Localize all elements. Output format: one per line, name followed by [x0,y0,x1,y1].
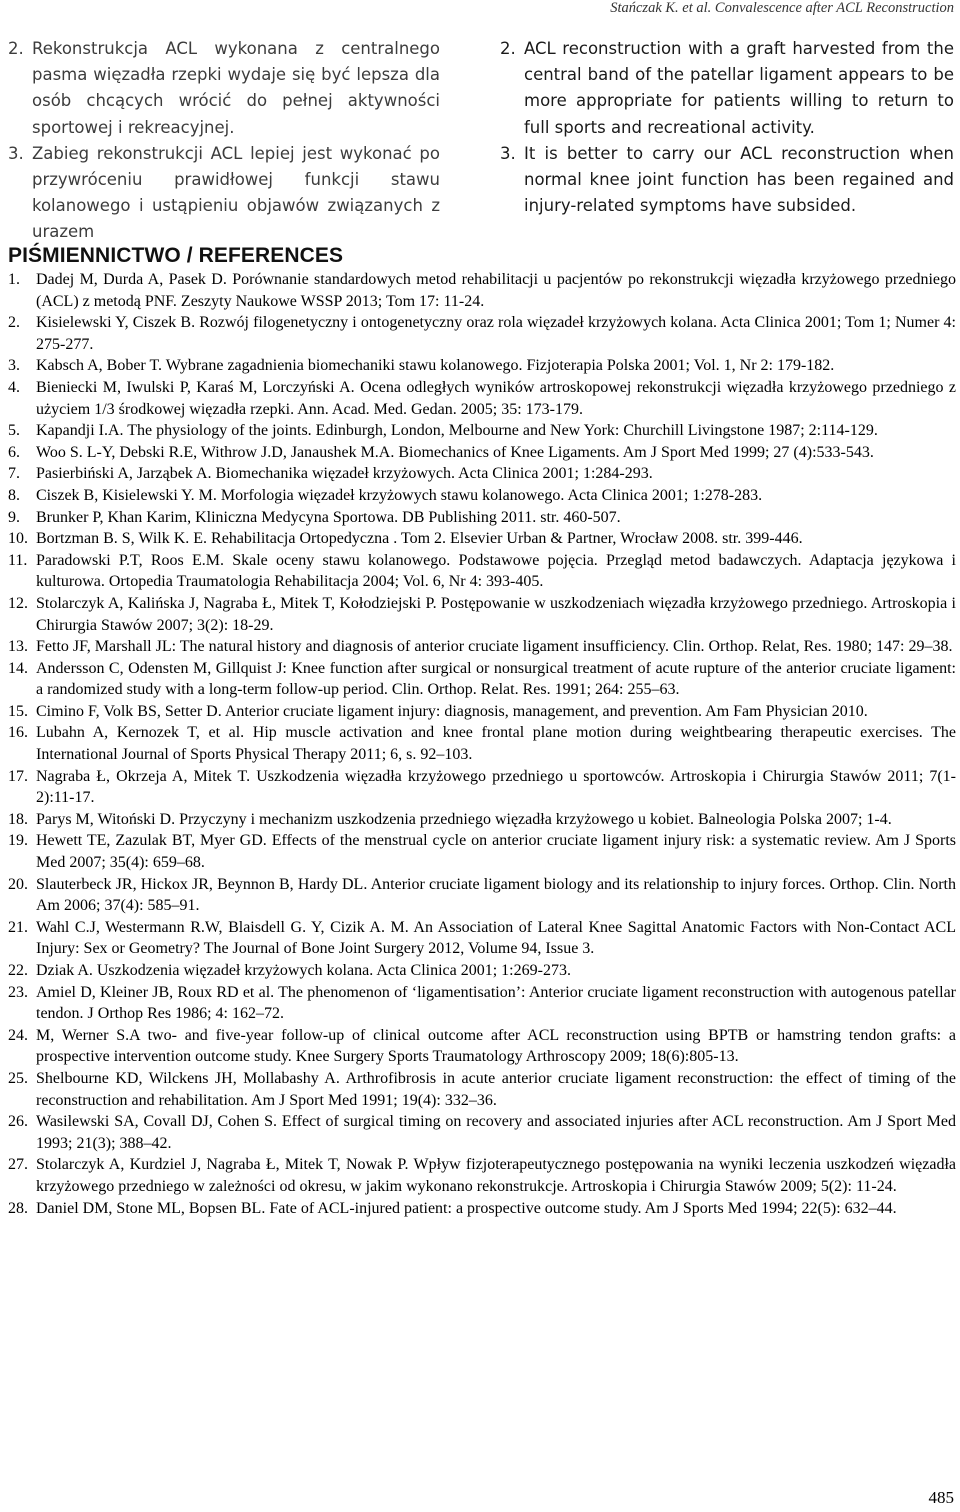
reference-text: Wahl C.J, Westermann R.W, Blaisdell G. Y, Cizik A. M. An Association of Lateral Knee Sagittal Anatomic Factors with Non-Contact ACL Injury: Sex or Geometry? The Journal of Bone Joint Surgery 2012, Volume 94, Issue 3. [36,918,956,958]
reference-item [8,701,956,723]
reference-number: 26. [8,1113,28,1131]
reference-number: 28. [8,1199,28,1217]
reference-number: 8. [8,486,20,504]
reference-item [8,377,956,420]
reference-text: Lubahn A, Kernozek T, et al. Hip muscle activation and knee frontal plane motion during weightbearing therapeutic exercises. The International Journal of Sports Physical Therapy 2011; 6, s. 92–103. [36,724,956,764]
reference-number: 9. [8,508,20,526]
reference-text: Dziak A. Uszkodzenia więzadeł krzyżowych kolana. Acta Clinica 2001; 1:269-273. [36,962,571,979]
reference-item [8,463,956,485]
reference-text: Stolarczyk A, Kalińska J, Nagraba Ł, Mitek T, Kołodziejski P. Postępowanie w uszkodzeniach więzadła krzyżowego przedniego. Artroskopia i Chirurgia Stawów 2007; 3(2): 18-29. [36,594,956,634]
reference-text: Pasierbiński A, Jarząbek A. Biomechanika więzadeł krzyżowych. Acta Clinica 2001; 1:284-293. [36,465,653,483]
reference-item [8,1111,956,1154]
conclusions-english [500,36,954,219]
conclusion-text: Zabieg rekonstrukcji ACL lepiej jest wykonać po przywróceniu prawidłowej funkcji stawu kolanowego i ustąpieniu objawów związanych z urazem [32,143,440,242]
reference-number: 19. [8,832,28,850]
conclusion-item [500,141,954,220]
reference-text: Shelbourne KD, Wilckens JH, Mollabashy A. Arthrofibrosis in acute anterior cruciate ligament reconstruction: the effect of timing of the reconstruction and rehabilitation. Am J Sport Med 1991; 19(4): 332–36. [36,1069,956,1109]
reference-text: Stolarczyk A, Kurdziel J, Nagraba Ł, Mitek T, Nowak P. Wpływ fizjoterapeutycznego postępowania na wyniki leczenia uszkodzeń więzadła krzyżowego przedniego w zależności od okresu, w jakim wykonano rekonstrukcje. Artroskopia i Chirurgia Stawów 2009; 5(2): 11-24. [36,1156,956,1195]
reference-number: 27. [8,1156,28,1174]
reference-number: 24. [8,1026,28,1044]
reference-item [8,507,956,529]
reference-number: 13. [8,638,28,656]
conclusion-text: Rekonstrukcja ACL wykonana z centralnego pasma więzadła rzepki wydaje się być lepsza dla osób chcących wrócić do pełnej aktywności sportowej i rekreacyjnej. [32,39,440,137]
references-list [8,269,956,1219]
reference-text: Bieniecki M, Iwulski P, Karaś M, Lorczyński A. Ocena odległych wyników artroskopowej rekonstrukcji więzadła krzyżowego przedniego z użyciem 1/3 środkowej więzadła rzepki. Ann. Acad. Med. Gedan. 2005; 35: 173-179. [36,378,956,418]
reference-item [8,658,956,701]
reference-text: Ciszek B, Kisielewski Y. M. Morfologia więzadeł krzyżowych stawu kolanowego. Acta Clinica 2001; 1:278-283. [36,486,763,504]
reference-text: Parys M, Witoński D. Przyczyny i mechanizm uszkodzenia przedniego więzadła krzyżowego u kobiet. Balneologia Polska 2007; 1-4. [36,810,892,828]
reference-text: M, Werner S.A two- and five-year follow-up of clinical outcome after ACL reconstruction using BPTB or hamstring tendon grafts: a prospective intervention outcome study. Knee Surgery Sports Traumatology Arthroscopy 2009; 18(6):805-13. [36,1026,956,1066]
reference-item [8,442,956,464]
reference-text: Bortzman B. S, Wilk K. E. Rehabilitacja Ortopedyczna . Tom 2. Elsevier Urban & Partner, Wrocław 2008. str. 399-446. [36,530,803,548]
reference-text: Brunker P, Khan Karim, Kliniczna Medycyna Sportowa. DB Publishing 2011. str. 460-507. [36,508,621,526]
reference-text: Slauterbeck JR, Hickox JR, Beynnon B, Hardy DL. Anterior cruciate ligament biology and its relationship to injury forces. Orthop. Clin. North Am 2006; 37(4): 585–91. [36,875,956,915]
conclusion-number: 2. [8,39,24,58]
reference-item [8,917,956,960]
reference-text: Woo S. L-Y, Debski R.E, Withrow J.D, Janaushek M.A. Biomechanics of Knee Ligaments. Am J Sport Med 1999; 27 (4):533-543. [36,443,874,461]
reference-number: 21. [8,918,28,936]
reference-number: 10. [8,530,28,548]
reference-number: 23. [8,983,28,1001]
conclusion-number: 3. [500,143,516,163]
reference-text: Kisielewski Y, Ciszek B. Rozwój filogenetyczny i ontogenetyczny oraz rola więzadeł krzyżowych kolana. Acta Clinica 2001; Tom 1; Numer 4: 275-277. [36,314,956,353]
conclusion-item [8,36,440,141]
reference-text: Amiel D, Kleiner JB, Roux RD et al. The phenomenon of ‘ligamentisation’: Anterior cruciate ligament reconstruction with autogenous patellar tendon. J Orthop Res 1986; 4: 162–72. [36,983,956,1023]
reference-text: Wasilewski SA, Covall DJ, Cohen S. Effect of surgical timing on recovery and associated injuries after ACL reconstruction. Am J Sport Med 1993; 21(3); 388–42. [36,1113,956,1152]
reference-number: 11. [8,551,28,569]
reference-item [8,874,956,917]
reference-number: 5. [8,422,20,440]
reference-text: Paradowski P.T, Roos E.M. Skale oceny stawu kolanowego. Podstawowe pojęcia. Przegląd metod badawczych. Adaptacja językowa i kulturowa. Ortopedia Traumatologia Rehabilitacja 2004; Vol. 6, Nr 4: 393-405. [36,551,956,591]
conclusion-item [500,36,954,141]
conclusion-item [8,141,440,246]
references-heading: PIŚMIENNICTWO / REFERENCES [8,244,344,267]
reference-item [8,1154,956,1197]
reference-number: 14. [8,659,28,677]
reference-number: 22. [8,962,28,979]
reference-item [8,528,956,550]
conclusion-text: It is better to carry our ACL reconstruction when normal knee joint function has been regained and injury-related symptoms have subsided. [524,143,954,216]
reference-number: 25. [8,1069,28,1087]
page-number: 485 [928,1488,954,1507]
reference-item [8,269,956,312]
conclusions-polish [8,36,440,246]
reference-text: Kabsch A, Bober T. Wybrane zagadnienia biomechaniki stawu kolanowego. Fizjoterapia Polska 2001; Vol. 1, Nr 2: 179-182. [36,357,835,375]
running-header: Stańczak K. et al. Convalescence after ACL Reconstruction [610,0,954,16]
reference-number: 18. [8,810,28,828]
reference-number: 3. [8,357,20,375]
reference-item [8,982,956,1025]
reference-item [8,960,956,982]
reference-text: Daniel DM, Stone ML, Bopsen BL. Fate of ACL-injured patient: a prospective outcome study. Am J Sports Med 1994; 22(5): 632–44. [36,1199,897,1217]
reference-item [8,722,956,765]
reference-item [8,485,956,507]
reference-item [8,1068,956,1111]
reference-item [8,636,956,658]
reference-number: 17. [8,767,28,785]
reference-item [8,593,956,636]
conclusion-number: 3. [8,143,24,163]
reference-number: 4. [8,378,20,396]
reference-item [8,550,956,593]
reference-item [8,809,956,831]
reference-item [8,420,956,442]
reference-number: 2. [8,314,20,332]
reference-number: 16. [8,724,28,742]
conclusion-text: ACL reconstruction with a graft harvested from the central band of the patellar ligament appears to be more appropriate for patients willing to return to full sports and recreational activity. [524,39,954,137]
reference-text: Kapandji I.A. The physiology of the joints. Edinburgh, London, Melbourne and New York: Churchill Livingstone 1987; 2:114-129. [36,422,878,440]
reference-number: 20. [8,875,28,893]
reference-text: Fetto JF, Marshall JL: The natural history and diagnosis of anterior cruciate ligament insufficiency. Clin. Orthop. Relat, Res. 1980; 147: 29–38. [36,638,953,656]
reference-text: Nagraba Ł, Okrzeja A, Mitek T. Uszkodzenia więzadła krzyżowego przedniego u sportowców. Artroskopia i Chirurgia Stawów 2011; 7(1-2):11-17. [36,767,956,807]
reference-item [8,1025,956,1068]
reference-item [8,830,956,873]
reference-item [8,1198,956,1220]
reference-number: 12. [8,594,28,612]
reference-text: Andersson C, Odensten M, Gillquist J: Knee function after surgical or nonsurgical treatment of acute rupture of the anterior cruciate ligament: a randomized study with a long-term follow-up period. Clin. Orthop. Relat. Res. 1991; 264: 255–63. [36,659,956,699]
conclusion-number: 2. [500,39,516,58]
reference-item [8,766,956,809]
reference-number: 15. [8,702,28,720]
reference-number: 7. [8,465,20,483]
reference-number: 1. [8,271,20,288]
reference-text: Dadej M, Durda A, Pasek D. Porównanie standardowych metod rehabilitacji u pacjentów po rekonstrukcji więzadła krzyżowego przedniego (ACL) z metodą PNF. Zeszyty Naukowe WSSP 2013; Tom 17: 11-24. [36,271,956,310]
reference-number: 6. [8,443,20,461]
reference-text: Cimino F, Volk BS, Setter D. Anterior cruciate ligament injury: diagnosis, management, and prevention. Am Fam Physician 2010. [36,702,868,720]
reference-text: Hewett TE, Zazulak BT, Myer GD. Effects of the menstrual cycle on anterior cruciate ligament injury risk: a systematic review. Am J Sports Med 2007; 35(4): 659–68. [36,832,956,872]
reference-item [8,355,956,377]
reference-item [8,312,956,355]
